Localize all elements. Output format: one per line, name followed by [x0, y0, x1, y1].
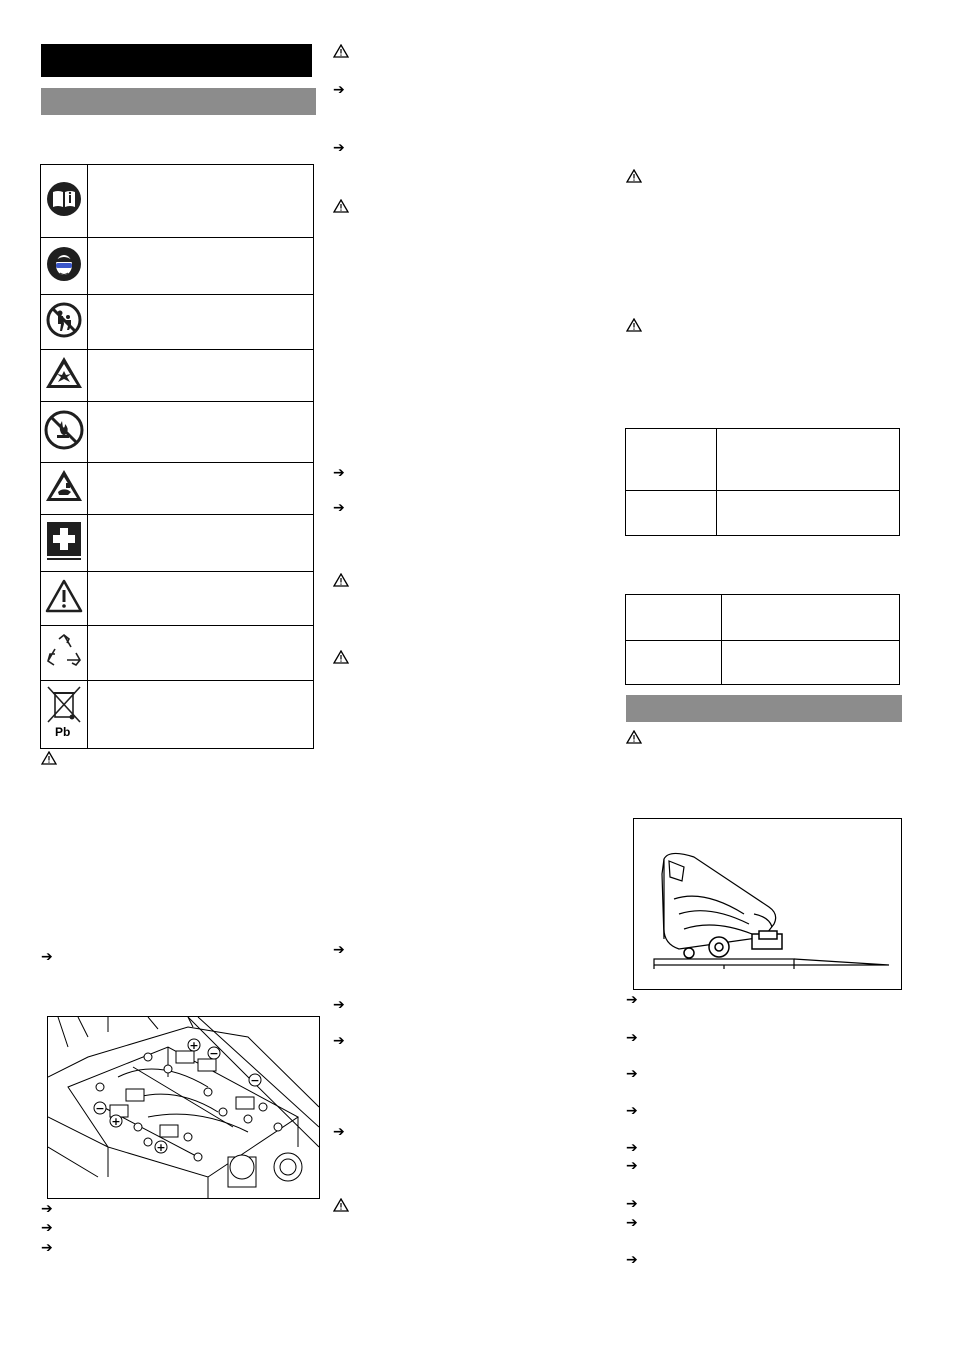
symbol-description: [88, 681, 314, 749]
symbol-description: [88, 402, 314, 463]
step-arrow-icon: ➔: [626, 1030, 638, 1046]
symbol-description: [88, 165, 314, 238]
symbol-description: [88, 626, 314, 681]
symbol-cell: [41, 572, 88, 626]
step-arrow-icon: ➔: [626, 1196, 638, 1212]
no-fire-no-smoking-icon: [44, 409, 84, 451]
terminal-label: +: [111, 1115, 121, 1128]
machine-on-pallet-drawing: [634, 819, 901, 989]
symbol-cell: [41, 238, 88, 295]
terminal-label: +: [189, 1039, 199, 1052]
general-warning-icon: [44, 578, 84, 614]
step-arrow-icon: ➔: [333, 140, 345, 156]
step-arrow-icon: ➔: [333, 1124, 345, 1140]
step-arrow-icon: ➔: [333, 997, 345, 1013]
warning-icon: [333, 573, 349, 587]
symbol-cell: [41, 295, 88, 350]
warning-icon: [626, 730, 642, 744]
step-arrow-icon: ➔: [41, 1201, 53, 1217]
warning-icon: [626, 318, 642, 332]
symbol-cell: [41, 350, 88, 402]
warning-icon: [333, 44, 349, 58]
symbol-cell: [41, 515, 88, 572]
step-arrow-icon: ➔: [333, 82, 345, 98]
table-cell: [722, 641, 900, 685]
step-arrow-icon: ➔: [41, 1220, 53, 1236]
table-cell: [626, 429, 717, 491]
keep-children-away-icon: [46, 302, 82, 338]
terminal-label: −: [95, 1102, 105, 1115]
safety-symbols-table: [40, 164, 314, 749]
pb-label: Pb: [55, 725, 71, 739]
symbol-cell: [41, 626, 88, 681]
explosion-hazard-icon: [44, 355, 84, 391]
symbol-cell: [41, 463, 88, 515]
warning-icon: [41, 751, 57, 765]
table-cell: [626, 595, 722, 641]
symbol-description: [88, 463, 314, 515]
first-aid-icon: [46, 521, 82, 561]
terminal-label: +: [156, 1141, 166, 1154]
step-arrow-icon: ➔: [626, 1158, 638, 1174]
warning-icon: [333, 199, 349, 213]
warning-icon: [626, 169, 642, 183]
symbol-cell: [41, 165, 88, 238]
read-manual-icon: [46, 181, 82, 217]
machine-loading-figure: [633, 818, 902, 990]
symbol-cell: [41, 681, 88, 749]
step-arrow-icon: ➔: [333, 1033, 345, 1049]
spec-table-2: [625, 594, 900, 685]
step-arrow-icon: ➔: [333, 500, 345, 516]
step-arrow-icon: ➔: [333, 942, 345, 958]
step-arrow-icon: ➔: [626, 1066, 638, 1082]
battery-compartment-figure: [47, 1016, 320, 1199]
symbol-description: [88, 295, 314, 350]
spec-table-1: [625, 428, 900, 536]
step-arrow-icon: ➔: [41, 1240, 53, 1256]
terminal-label: −: [209, 1047, 219, 1060]
table-cell: [717, 429, 900, 491]
step-arrow-icon: ➔: [626, 1103, 638, 1119]
table-cell: [722, 595, 900, 641]
step-arrow-icon: ➔: [626, 1140, 638, 1156]
table-cell: [717, 491, 900, 536]
step-arrow-icon: ➔: [626, 992, 638, 1008]
step-arrow-icon: ➔: [626, 1215, 638, 1231]
terminal-label: −: [250, 1074, 260, 1087]
crossed-bin-pb-icon: [44, 684, 84, 740]
step-arrow-icon: ➔: [626, 1252, 638, 1268]
symbol-cell: [41, 402, 88, 463]
section-heading-bar: [41, 88, 316, 115]
table-cell: [626, 491, 717, 536]
step-arrow-icon: ➔: [41, 949, 53, 965]
symbol-description: [88, 572, 314, 626]
symbol-description: [88, 350, 314, 402]
table-cell: [626, 641, 722, 685]
recycling-icon: [45, 633, 83, 669]
chapter-title-bar: [41, 44, 312, 77]
symbol-description: [88, 515, 314, 572]
acid-burn-hazard-icon: [44, 468, 84, 504]
warning-icon: [333, 650, 349, 664]
symbol-description: [88, 238, 314, 295]
step-arrow-icon: ➔: [333, 465, 345, 481]
warning-icon: [333, 1198, 349, 1212]
section-heading-bar: [626, 695, 902, 722]
battery-compartment-drawing: [48, 1017, 319, 1198]
protective-goggles-icon: [46, 246, 82, 282]
